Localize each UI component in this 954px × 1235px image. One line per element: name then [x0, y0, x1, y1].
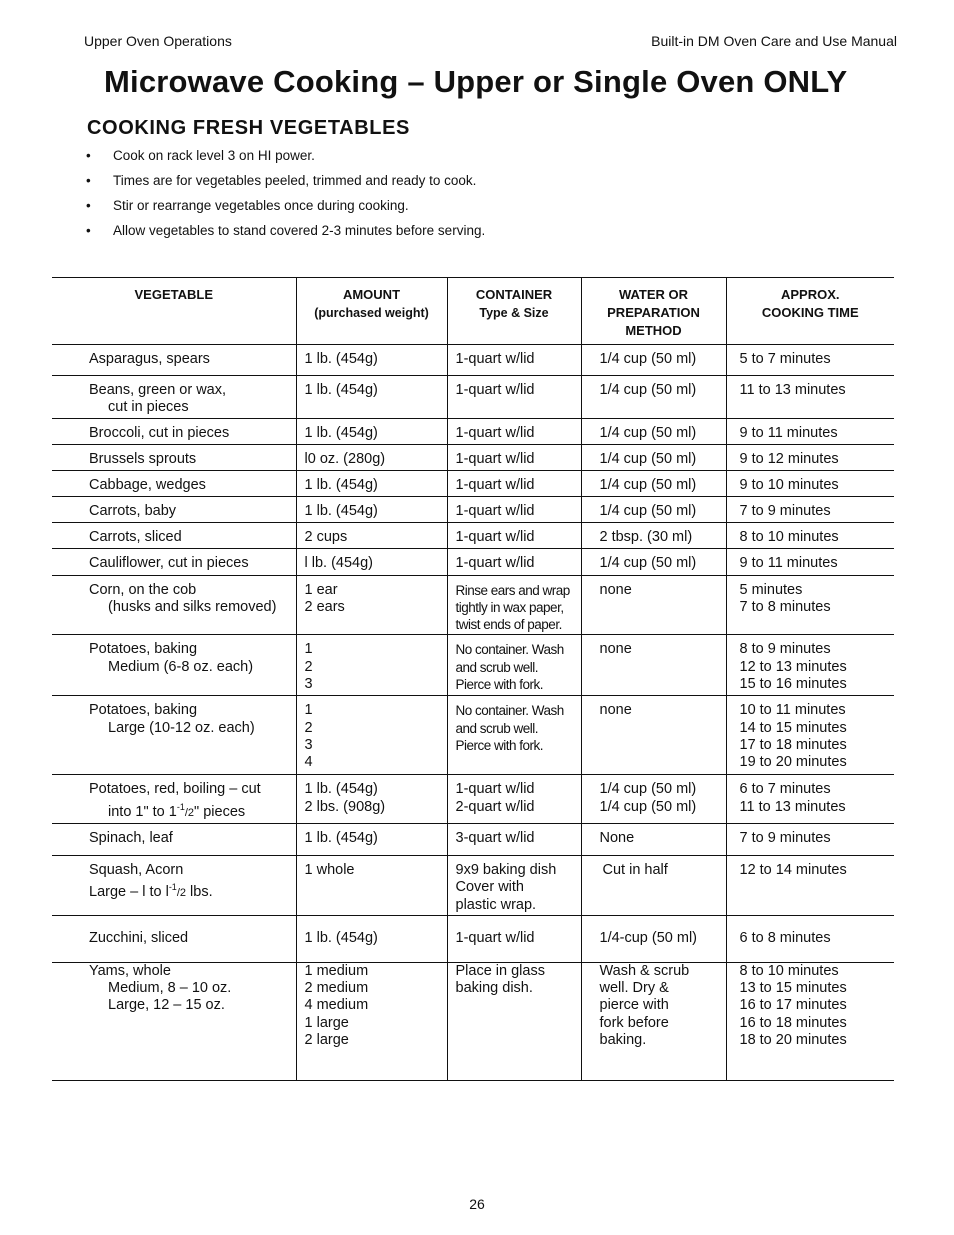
cell-vegetable: Squash, Acorn Large – l to $l^{-1}/2$ lbs. [52, 855, 296, 915]
cell-container: 1-quart w/lid [447, 444, 581, 470]
table-row [52, 418, 894, 444]
cell-water: None [581, 823, 726, 855]
cell-water: 2 tbsp. (30 ml) [581, 522, 726, 548]
cell-amount: 1 medium 2 medium 4 medium 1 large 2 large [296, 962, 447, 1080]
cell-amount: 1 lb. (454g) [296, 496, 447, 522]
table-row [52, 575, 894, 635]
cell-time: 5 to 7 minutes [726, 345, 894, 376]
column-header-container: CONTAINER Type & Size [447, 278, 581, 345]
cell-container: No container. Wash and scrub well. Pierce with fork. [447, 696, 581, 775]
cell-vegetable: Potatoes, baking Medium (6-8 oz. each) [52, 635, 296, 696]
table-row [52, 376, 894, 419]
cell-vegetable: Yams, whole Medium, 8 – 10 oz. Large, 12 – 15 oz. [52, 962, 296, 1080]
cell-time: 9 to 11 minutes [726, 418, 894, 444]
cell-vegetable: Potatoes, red, boiling – cut into 1" to $1^{-1}/2$" pieces [52, 775, 296, 823]
cell-container: 1-quart w/lid [447, 522, 581, 548]
cell-water: 1/4 cup (50 ml) 1/4 cup (50 ml) [581, 775, 726, 823]
cell-time: 7 to 9 minutes [726, 496, 894, 522]
cell-amount: 1 2 3 [296, 635, 447, 696]
cell-time: 8 to 10 minutes 13 to 15 minutes 16 to 17 minutes 16 to 18 minutes 18 to 20 minutes [726, 962, 894, 1080]
cell-time: 8 to 9 minutes 12 to 13 minutes 15 to 16 minutes [726, 635, 894, 696]
cell-container: 1-quart w/lid [447, 418, 581, 444]
cell-amount: 1 lb. (454g) [296, 418, 447, 444]
cell-amount: 1 lb. (454g) [296, 345, 447, 376]
instructions-list [86, 146, 485, 246]
cell-time: 6 to 8 minutes [726, 915, 894, 962]
table-row [52, 548, 894, 575]
cell-water: 1/4 cup (50 ml) [581, 418, 726, 444]
cell-vegetable: Zucchini, sliced [52, 915, 296, 962]
list-item: • Allow vegetables to stand covered 2-3 minutes before serving. [86, 221, 485, 246]
cell-water: 1/4-cup (50 ml) [581, 915, 726, 962]
cell-water: 1/4 cup (50 ml) [581, 548, 726, 575]
cell-vegetable: Brussels sprouts [52, 444, 296, 470]
cell-container: 1-quart w/lid [447, 915, 581, 962]
cell-amount: l0 oz. (280g) [296, 444, 447, 470]
cell-amount: 1 lb. (454g) [296, 823, 447, 855]
section-title: COOKING FRESH VEGETABLES [87, 117, 410, 139]
cell-water: Wash & scrub well. Dry & pierce with fork before baking. [581, 962, 726, 1080]
cell-water: none [581, 696, 726, 775]
cell-time: 5 minutes 7 to 8 minutes [726, 575, 894, 635]
cell-time: 10 to 11 minutes 14 to 15 minutes 17 to 18 minutes 19 to 20 minutes [726, 696, 894, 775]
cell-container: 9x9 baking dish Cover with plastic wrap. [447, 855, 581, 915]
table-row [52, 696, 894, 775]
list-item: • Stir or rearrange vegetables once during cooking. [86, 196, 485, 221]
column-header-water: WATER OR PREPARATION METHOD [581, 278, 726, 345]
page-number: 26 [469, 1196, 485, 1212]
cell-water: 1/4 cup (50 ml) [581, 470, 726, 496]
cell-water: none [581, 575, 726, 635]
cell-container: 3-quart w/lid [447, 823, 581, 855]
vegetable-cooking-table [52, 277, 894, 1081]
table-row [52, 470, 894, 496]
cell-vegetable: Asparagus, spears [52, 345, 296, 376]
cell-amount: 2 cups [296, 522, 447, 548]
cell-time: 12 to 14 minutes [726, 855, 894, 915]
cell-time: 11 to 13 minutes [726, 376, 894, 419]
cell-vegetable: Cauliflower, cut in pieces [52, 548, 296, 575]
cell-time: 7 to 9 minutes [726, 823, 894, 855]
cell-amount: 1 whole [296, 855, 447, 915]
cell-container: 1-quart w/lid [447, 470, 581, 496]
cell-time: 9 to 12 minutes [726, 444, 894, 470]
running-header-right: Built-in DM Oven Care and Use Manual [651, 33, 897, 49]
column-header-amount: AMOUNT (purchased weight) [296, 278, 447, 345]
column-header-vegetable: VEGETABLE [52, 278, 296, 345]
cell-time: 9 to 11 minutes [726, 548, 894, 575]
cell-water: 1/4 cup (50 ml) [581, 496, 726, 522]
cell-vegetable: Spinach, leaf [52, 823, 296, 855]
cell-container: 1-quart w/lid [447, 496, 581, 522]
cell-amount: 1 ear 2 ears [296, 575, 447, 635]
cell-water: 1/4 cup (50 ml) [581, 444, 726, 470]
cell-vegetable: Beans, green or wax, cut in pieces [52, 376, 296, 419]
cell-amount: 1 lb. (454g) 2 lbs. (908g) [296, 775, 447, 823]
table-row [52, 496, 894, 522]
column-header-time: APPROX. COOKING TIME [726, 278, 894, 345]
cell-amount: 1 lb. (454g) [296, 915, 447, 962]
cell-vegetable: Corn, on the cob (husks and silks removed) [52, 575, 296, 635]
cell-amount: 1 lb. (454g) [296, 376, 447, 419]
table-row [52, 522, 894, 548]
cell-time: 8 to 10 minutes [726, 522, 894, 548]
cell-vegetable: Cabbage, wedges [52, 470, 296, 496]
cell-container: 1-quart w/lid [447, 376, 581, 419]
cell-water: none [581, 635, 726, 696]
cell-water: 1/4 cup (50 ml) [581, 376, 726, 419]
table-row [52, 444, 894, 470]
table-row [52, 775, 894, 823]
list-item: • Cook on rack level 3 on HI power. [86, 146, 485, 171]
cell-amount: 1 2 3 4 [296, 696, 447, 775]
cell-container: 1-quart w/lid 2-quart w/lid [447, 775, 581, 823]
cell-container: 1-quart w/lid [447, 548, 581, 575]
cell-container: 1-quart w/lid [447, 345, 581, 376]
cell-time: 6 to 7 minutes 11 to 13 minutes [726, 775, 894, 823]
table-row [52, 635, 894, 696]
cell-amount: l lb. (454g) [296, 548, 447, 575]
table-row [52, 855, 894, 915]
cell-container: Rinse ears and wrap tightly in wax paper, twist ends of paper. [447, 575, 581, 635]
cell-amount: 1 lb. (454g) [296, 470, 447, 496]
cell-water: 1/4 cup (50 ml) [581, 345, 726, 376]
table-row [52, 345, 894, 376]
cell-container: Place in glass baking dish. [447, 962, 581, 1080]
list-item: • Times are for vegetables peeled, trimmed and ready to cook. [86, 171, 485, 196]
cell-container: No container. Wash and scrub well. Pierce with fork. [447, 635, 581, 696]
running-header-left: Upper Oven Operations [84, 33, 232, 49]
cell-vegetable: Carrots, baby [52, 496, 296, 522]
cell-vegetable: Carrots, sliced [52, 522, 296, 548]
cell-water: Cut in half [581, 855, 726, 915]
table-row [52, 962, 894, 1080]
table-row [52, 915, 894, 962]
table-header-row [52, 278, 894, 345]
table-row [52, 823, 894, 855]
page-title: Microwave Cooking – Upper or Single Oven ONLY [104, 64, 848, 99]
cell-vegetable: Potatoes, baking Large (10-12 oz. each) [52, 696, 296, 775]
cell-vegetable: Broccoli, cut in pieces [52, 418, 296, 444]
cell-time: 9 to 10 minutes [726, 470, 894, 496]
